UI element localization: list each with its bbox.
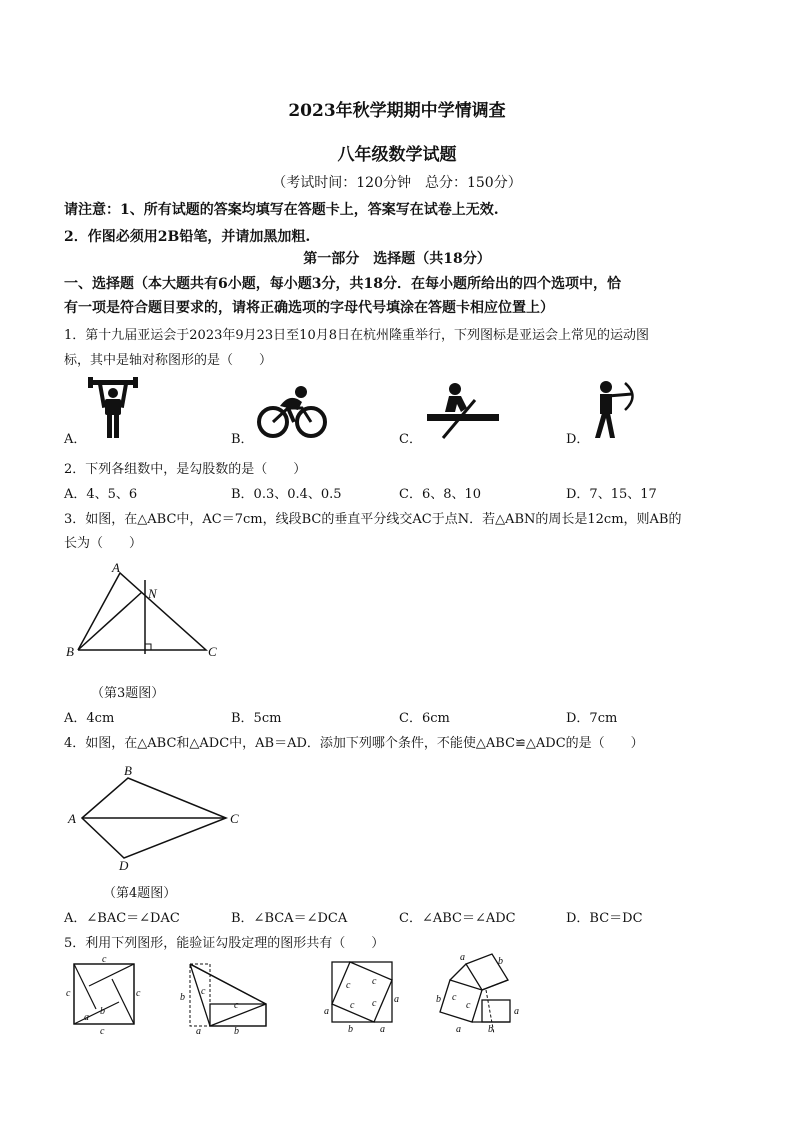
- q5-figure-1: [64, 954, 144, 1037]
- q4-point-c: C: [230, 811, 239, 826]
- q5-f3-label-a-bottom: a: [380, 1024, 385, 1035]
- part1-heading: 第一部分 选择题（共18分）: [303, 251, 491, 267]
- exam-title: 2023年秋学期期中学情调查: [288, 101, 506, 121]
- q4-point-d: D: [119, 858, 129, 873]
- q2-option-a: A．4、5、6: [64, 487, 138, 502]
- q5-f1-label-b: b: [100, 1006, 105, 1017]
- q5-figure-3: [320, 958, 400, 1034]
- notice-line-2: 2．作图必须用2B铅笔，并请加黑加粗.: [64, 229, 311, 245]
- q2-option-b: B．0.3、0.4、0.5: [231, 487, 342, 502]
- q1-option-b: B．: [231, 432, 254, 447]
- q4-stem: 4．如图，在△ABC和△ADC中，AB＝AD．添加下列哪个条件，不能使△ABC≌△ADC的是（ ）: [64, 736, 644, 751]
- q5-f3-label-c-3: c: [350, 1000, 355, 1011]
- q1-option-c: C．: [399, 432, 422, 447]
- q5-f2-label-a: a: [196, 1026, 201, 1037]
- q5-f2-label-b-left: b: [180, 992, 185, 1003]
- notice-line-1: 请注意：1、所有试题的答案均填写在答题卡上，答案写在试卷上无效.: [64, 202, 499, 218]
- q5-f4-label-a-top: a: [460, 952, 465, 963]
- q5-f4-label-a-bottom: a: [456, 1024, 461, 1035]
- q4-option-a: A．∠BAC＝∠DAC: [64, 911, 180, 926]
- part1-instruction-1: 一、选择题（本大题共有6小题，每小题3分，共18分．在每小题所给出的四个选项中，恰: [64, 276, 621, 292]
- q4-option-c: C．∠ABC＝∠ADC: [399, 911, 516, 926]
- weightlifting-icon: [88, 376, 138, 440]
- q3-option-d: D．7cm: [566, 711, 618, 726]
- q3-option-c: C．6cm: [399, 711, 450, 726]
- cycling-icon: [258, 384, 328, 440]
- q5-f1-label-c-bottom: c: [100, 1026, 105, 1037]
- q3-point-c: C: [208, 644, 217, 659]
- q5-f4-label-b-top: b: [498, 956, 503, 967]
- q4-point-b: B: [124, 763, 132, 778]
- q3-triangle-figure: [62, 556, 232, 666]
- q3-stem-line-2: 长为（ ）: [64, 536, 143, 551]
- q5-f3-label-b: b: [348, 1024, 353, 1035]
- exam-info: （考试时间：120分钟 总分：150分）: [272, 175, 522, 191]
- q5-f1-label-a: a: [84, 1012, 89, 1023]
- q3-stem-line-1: 3．如图，在△ABC中，AC＝7cm，线段BC的垂直平分线交AC于点N．若△ABN的周长是12cm，则AB的: [64, 512, 682, 527]
- q5-f4-label-b-bottom: b: [488, 1024, 493, 1035]
- q2-option-c: C．6、8、10: [399, 487, 482, 502]
- q5-f2-label-c-left: c: [201, 986, 206, 997]
- q4-option-b: B．∠BCA＝∠DCA: [231, 911, 348, 926]
- q4-caption: （第4题图）: [103, 886, 177, 901]
- q1-stem-line-1: 1．第十九届亚运会于2023年9月23日至10月8日在杭州隆重举行，下列图标是亚运会上常见的运动图: [64, 328, 649, 343]
- q3-option-a: A．4cm: [64, 711, 115, 726]
- archery-icon: [592, 380, 640, 440]
- q5-f1-label-c-left: c: [66, 988, 71, 999]
- part1-instruction-2: 有一项是符合题目要求的，请将正确选项的字母代号填涂在答题卡相应位置上）: [64, 300, 554, 316]
- q1-stem-line-2: 标，其中是轴对称图形的是（ ）: [64, 353, 273, 368]
- q5-f3-label-c-2: c: [372, 976, 377, 987]
- q1-option-d: D．: [566, 432, 590, 447]
- q5-f4-label-b-left: b: [436, 994, 441, 1005]
- exam-subtitle: 八年级数学试题: [337, 145, 457, 165]
- q5-f4-label-a-right: a: [514, 1006, 519, 1017]
- q4-point-a: A: [68, 811, 76, 826]
- q5-figure-4: [436, 950, 532, 1034]
- q5-f3-label-c-4: c: [372, 998, 377, 1009]
- q5-f3-label-c-1: c: [346, 980, 351, 991]
- q2-option-d: D．7、15、17: [566, 487, 657, 502]
- q3-caption: （第3题图）: [91, 686, 165, 701]
- q5-f2-label-b-bottom: b: [234, 1026, 239, 1037]
- q2-stem: 2．下列各组数中，是勾股数的是（ ）: [64, 462, 307, 477]
- q5-f3-label-a-right: a: [394, 994, 399, 1005]
- q5-f3-label-a-left: a: [324, 1006, 329, 1017]
- q5-f4-label-c-mid: c: [466, 1000, 471, 1011]
- q5-f1-label-c-right: c: [136, 988, 141, 999]
- q5-f2-label-c-mid: c: [234, 1000, 239, 1011]
- q5-stem: 5．利用下列图形，能验证勾股定理的图形共有（ ）: [64, 936, 385, 951]
- q3-point-a: A: [112, 560, 120, 575]
- q5-f1-label-c-top: c: [102, 954, 107, 965]
- q3-option-b: B．5cm: [231, 711, 282, 726]
- q1-option-a: A．: [64, 432, 87, 447]
- q3-point-n: N: [148, 586, 157, 601]
- q3-point-b: B: [66, 644, 74, 659]
- rowing-icon: [427, 382, 499, 440]
- q5-figure-2: [176, 958, 276, 1037]
- q5-f4-label-c-left: c: [452, 992, 457, 1003]
- q4-kite-figure: [62, 760, 252, 873]
- q4-option-d: D．BC＝DC: [566, 911, 643, 926]
